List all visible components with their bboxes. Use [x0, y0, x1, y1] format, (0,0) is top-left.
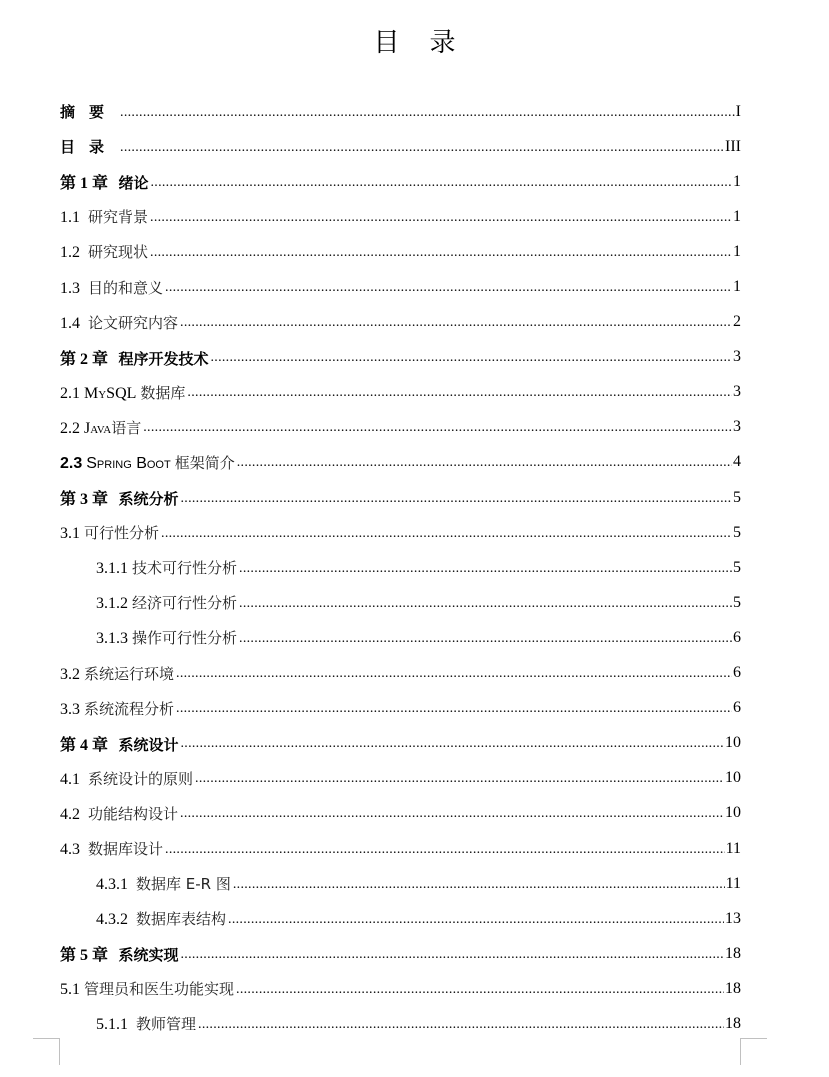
toc-page-number: 18 — [725, 1014, 741, 1032]
toc-entry-label — [60, 663, 176, 684]
toc-entry-chapter-2[interactable] — [60, 340, 741, 375]
toc-page-number: 5 — [733, 593, 741, 611]
toc-entry-3-1[interactable] — [60, 515, 741, 550]
toc-entry-label — [60, 486, 180, 509]
toc-page-number: 18 — [725, 944, 741, 962]
toc-entry-3-2[interactable] — [60, 656, 741, 691]
toc-page-number: 5 — [733, 558, 741, 576]
toc-page-number: III — [725, 137, 741, 155]
dot-leader — [180, 490, 732, 506]
toc-entry-title: 可行性分析 — [84, 524, 160, 543]
toc-entry-number: 4.3.1 — [96, 876, 128, 894]
toc-entry-number: 5.1 — [60, 981, 80, 999]
toc-entry-number: 1.4 — [60, 314, 80, 332]
toc-entry-3-1-1[interactable] — [60, 550, 741, 585]
toc-entry-number: 第 2 章 — [60, 350, 109, 368]
toc-entry-title: 系统设计的原则 — [88, 769, 194, 788]
toc-entry-chapter-3[interactable] — [60, 480, 741, 515]
toc-entry-number: 2.3 — [60, 454, 83, 472]
toc-entry-3-1-2[interactable] — [60, 585, 741, 620]
toc-entry-number: 1.3 — [60, 279, 80, 297]
toc-entry-title: 系统实现 — [118, 946, 179, 965]
toc-entry-5-1[interactable] — [60, 971, 741, 1006]
toc-entry-number: 第 3 章 — [60, 491, 109, 509]
toc-page-number: 4 — [733, 453, 741, 471]
toc-entry-title: 框架简介 — [174, 453, 235, 472]
toc-entry-title: 数据库 E-R 图 — [136, 875, 231, 894]
toc-entry-1-3[interactable] — [60, 269, 741, 304]
toc-entry-label — [60, 170, 150, 193]
toc-entry-contents[interactable] — [60, 129, 741, 164]
toc-entry-label — [96, 627, 239, 648]
toc-entry-number: 3.1.1 — [96, 560, 128, 578]
toc-entry-title: 系统设计 — [118, 735, 179, 754]
margin-corner-mark-right — [740, 1038, 767, 1065]
toc-entry-number: 2.1 — [60, 384, 80, 402]
toc-entry-title: 研究背景 — [88, 208, 149, 227]
toc-entry-4-3-2[interactable] — [60, 901, 741, 936]
toc-page-number: 1 — [733, 242, 741, 260]
toc-entry-label — [60, 241, 150, 262]
toc-entry-number: 2.2 — [60, 419, 80, 437]
toc-entry-title: 技术可行性分析 — [132, 559, 238, 578]
dot-leader — [239, 630, 732, 646]
toc-page-number: 3 — [733, 348, 741, 366]
toc-entry-number: 4.2 — [60, 805, 80, 823]
toc-entry-title: 目的和意义 — [88, 278, 164, 297]
toc-page-number: 10 — [725, 769, 741, 787]
toc-entry-label — [60, 838, 165, 859]
toc-entry-label — [96, 908, 228, 929]
toc-entry-2-2[interactable] — [60, 410, 741, 445]
toc-entry-abstract[interactable] — [60, 94, 741, 129]
toc-entry-number: 4.3.2 — [96, 911, 128, 929]
dot-leader — [120, 104, 735, 120]
toc-entry-title: 功能结构设计 — [88, 804, 179, 823]
toc-entry-title: 管理员和医生功能实现 — [84, 980, 235, 999]
dot-leader — [236, 981, 724, 997]
toc-entry-chapter-4[interactable] — [60, 726, 741, 761]
toc-entry-title: 数据库 — [140, 383, 186, 402]
toc-entry-latin: Java — [84, 419, 112, 437]
dot-leader — [165, 841, 725, 857]
toc-page-number: 5 — [733, 523, 741, 541]
toc-entry-label: 摘要 — [60, 103, 119, 122]
toc-entry-number: 3.1.2 — [96, 595, 128, 613]
dot-leader — [143, 419, 732, 435]
dot-leader — [198, 1016, 724, 1032]
toc-entry-2-3[interactable] — [60, 445, 741, 480]
toc-entry-title: 系统运行环境 — [84, 664, 175, 683]
dot-leader — [150, 244, 732, 260]
dot-leader — [239, 560, 732, 576]
dot-leader — [161, 525, 732, 541]
toc-entry-1-2[interactable] — [60, 234, 741, 269]
dot-leader — [239, 595, 732, 611]
toc-page-number: 5 — [733, 488, 741, 506]
dot-leader — [165, 279, 732, 295]
toc-entry-number: 4.1 — [60, 770, 80, 788]
toc-entry-number: 3.2 — [60, 665, 80, 683]
toc-entry-title: 系统流程分析 — [84, 699, 175, 718]
margin-corner-mark-left — [33, 1038, 60, 1065]
dot-leader — [228, 911, 724, 927]
toc-entry-3-1-3[interactable] — [60, 620, 741, 655]
dot-leader — [150, 174, 732, 190]
toc-page-number: 11 — [725, 874, 741, 892]
toc-entry-4-3[interactable] — [60, 831, 741, 866]
toc-entry-title: 语言 — [111, 418, 142, 437]
dot-leader — [180, 735, 724, 751]
toc-entry-1-1[interactable] — [60, 199, 741, 234]
toc-entry-4-3-1[interactable] — [60, 866, 741, 901]
title-char-2: 录 — [429, 28, 456, 58]
toc-entry-label — [60, 978, 236, 999]
toc-entry-label — [60, 346, 210, 369]
toc-entry-number: 5.1.1 — [96, 1016, 128, 1034]
toc-entry-label — [96, 557, 239, 578]
toc-page-number: I — [735, 102, 741, 120]
toc-entry-title: 系统分析 — [118, 490, 179, 509]
toc-entry-title: 操作可行性分析 — [132, 629, 238, 648]
toc-entry-number: 第 4 章 — [60, 736, 109, 754]
dot-leader — [180, 805, 724, 821]
toc-entry-4-2[interactable] — [60, 796, 741, 831]
table-of-contents — [60, 94, 741, 1042]
toc-entry-number: 1.2 — [60, 244, 80, 262]
dot-leader — [187, 384, 732, 400]
toc-page-number: 6 — [733, 699, 741, 717]
toc-entry-label — [60, 417, 143, 438]
toc-entry-number: 4.3 — [60, 841, 80, 859]
toc-entry-title: 研究现状 — [88, 243, 149, 262]
toc-entry-title: 教师管理 — [136, 1015, 197, 1034]
toc-entry-chapter-1[interactable] — [60, 164, 741, 199]
toc-page-number: 10 — [725, 804, 741, 822]
toc-entry-number: 3.3 — [60, 700, 80, 718]
toc-entry-label — [60, 312, 180, 333]
dot-leader — [210, 349, 732, 365]
toc-page-number: 6 — [733, 664, 741, 682]
toc-page-number: 6 — [733, 628, 741, 646]
toc-entry-4-1[interactable] — [60, 761, 741, 796]
dot-leader — [233, 876, 725, 892]
toc-entry-label — [96, 873, 233, 894]
toc-page-number: 11 — [725, 839, 741, 857]
toc-entry-label: 目录 — [60, 138, 119, 157]
toc-page-number: 1 — [733, 278, 741, 296]
toc-entry-latin: Spring Boot — [86, 454, 171, 472]
toc-entry-5-1-1[interactable] — [60, 1006, 741, 1041]
toc-entry-label — [60, 206, 150, 227]
toc-entry-label — [60, 803, 180, 824]
toc-entry-title: 程序开发技术 — [118, 349, 209, 368]
toc-entry-number: 3.1 — [60, 525, 80, 543]
title-char-1: 目 — [373, 28, 400, 58]
toc-entry-3-3[interactable] — [60, 691, 741, 726]
toc-entry-label — [60, 277, 165, 298]
dot-leader — [180, 946, 724, 962]
toc-entry-title: 绪论 — [118, 174, 149, 193]
toc-entry-label — [60, 768, 195, 789]
toc-page-number: 2 — [733, 313, 741, 331]
toc-page-number: 13 — [725, 909, 741, 927]
toc-entry-latin: MySQL — [84, 384, 137, 402]
dot-leader — [237, 454, 732, 470]
toc-page-number: 10 — [725, 734, 741, 752]
toc-entry-number: 第 1 章 — [60, 175, 109, 193]
toc-page-number: 1 — [733, 207, 741, 225]
toc-entry-title: 论文研究内容 — [88, 313, 179, 332]
toc-entry-label — [60, 732, 180, 755]
dot-leader — [176, 700, 732, 716]
toc-entry-label — [60, 522, 161, 543]
toc-entry-label — [60, 382, 187, 403]
toc-entry-chapter-5[interactable] — [60, 936, 741, 971]
toc-entry-label — [60, 942, 180, 965]
toc-entry-title: 数据库表结构 — [136, 910, 227, 929]
toc-entry-title: 数据库设计 — [88, 840, 164, 859]
toc-page-number: 3 — [733, 418, 741, 436]
dot-leader — [120, 139, 724, 155]
toc-page-number: 1 — [733, 172, 741, 190]
toc-page-number: 3 — [733, 383, 741, 401]
dot-leader — [195, 770, 724, 786]
toc-entry-number: 1.1 — [60, 209, 80, 227]
toc-entry-number: 第 5 章 — [60, 947, 109, 965]
page-title — [0, 22, 829, 59]
toc-entry-label — [96, 1013, 198, 1034]
toc-entry-label — [60, 452, 237, 473]
dot-leader — [150, 209, 732, 225]
toc-entry-label — [96, 592, 239, 613]
toc-entry-title: 经济可行性分析 — [132, 594, 238, 613]
toc-entry-number: 3.1.3 — [96, 630, 128, 648]
toc-page-number: 18 — [725, 979, 741, 997]
toc-entry-2-1[interactable] — [60, 375, 741, 410]
toc-entry-1-4[interactable] — [60, 305, 741, 340]
dot-leader — [180, 314, 732, 330]
toc-entry-label — [60, 698, 176, 719]
dot-leader — [176, 665, 732, 681]
